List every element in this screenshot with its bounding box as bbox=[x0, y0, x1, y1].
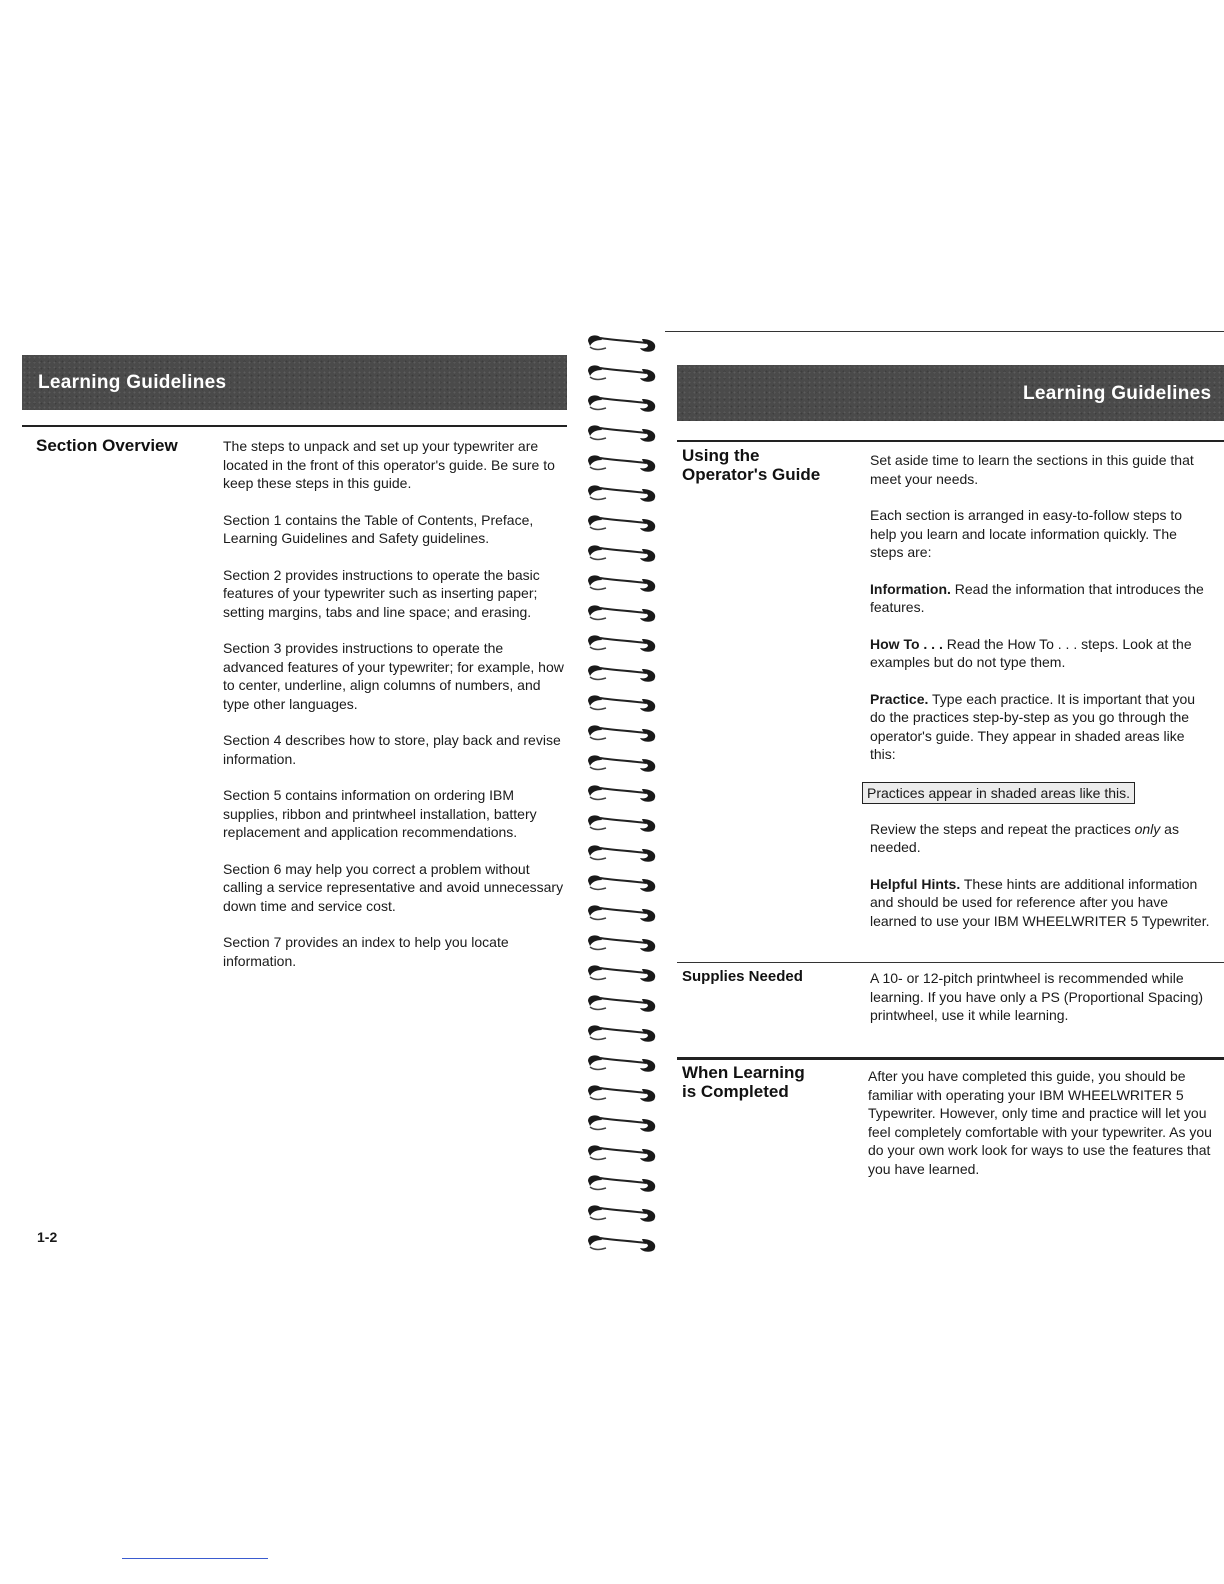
section-overview-body bbox=[223, 437, 566, 970]
footer-line bbox=[122, 1558, 268, 1559]
right-header-bar bbox=[677, 365, 1224, 421]
spiral-ring bbox=[582, 1052, 662, 1074]
spiral-ring bbox=[582, 1082, 662, 1104]
page-number: 1-2 bbox=[37, 1229, 58, 1245]
completed-body bbox=[868, 1067, 1213, 1178]
spiral-ring bbox=[582, 632, 662, 654]
spiral-ring bbox=[582, 992, 662, 1014]
spiral-ring bbox=[582, 812, 662, 834]
spiral-ring bbox=[582, 1172, 662, 1194]
paragraph: Each section is arranged in easy-to-follow steps to help you learn and locate information quickly. The steps are: bbox=[870, 507, 1183, 560]
spiral-ring bbox=[582, 932, 662, 954]
practice-example-box: Practices appear in shaded areas like this. bbox=[862, 782, 1135, 804]
spiral-ring bbox=[582, 962, 662, 984]
step-hints bbox=[870, 875, 1212, 931]
left-header-bar bbox=[22, 355, 567, 410]
spiral-ring bbox=[582, 1232, 662, 1254]
supplies-rule bbox=[677, 962, 1224, 963]
left-header-rule bbox=[22, 425, 567, 427]
spiral-ring bbox=[582, 512, 662, 534]
paragraph: Section 2 provides instructions to operate the basic features of your typewriter such as inserting paper; setting margins, tabs and line space; and erasing. bbox=[223, 566, 540, 620]
step-practice bbox=[870, 690, 1212, 764]
completed-rule bbox=[677, 1057, 1224, 1060]
step-label: Helpful Hints. bbox=[870, 875, 961, 892]
step-text: Read the How To . . . steps. Look at the examples but do not type them. bbox=[870, 635, 1192, 670]
supplies-body bbox=[870, 969, 1205, 1025]
right-header-title: Learning Guidelines bbox=[1023, 383, 1212, 404]
spiral-ring bbox=[582, 572, 662, 594]
right-header-rule bbox=[677, 440, 1224, 442]
using-guide-heading bbox=[682, 446, 820, 484]
heading-line: Operator's Guide bbox=[682, 465, 821, 484]
spiral-ring bbox=[582, 872, 662, 894]
spiral-ring bbox=[582, 1112, 662, 1134]
completed-heading bbox=[682, 1063, 805, 1101]
heading-line: When Learning bbox=[682, 1063, 805, 1082]
section-overview-heading: Section Overview bbox=[36, 436, 178, 455]
paragraph: Section 3 provides instructions to operate the advanced features of your typewriter; for example, how to center, underline, align columns of numbers, and type other languages. bbox=[223, 640, 564, 712]
paragraph: The steps to unpack and set up your typewriter are located in the front of this operator's guide. Be sure to keep these steps in this guide. bbox=[223, 438, 555, 491]
step-text: These hints are additional information and should be used for reference after you have learned to use your IBM WHEELWRITER 5 Typewriter. bbox=[870, 875, 1210, 929]
step-text: Review the steps and repeat the practices bbox=[870, 820, 1131, 837]
paragraph: Section 5 contains information on ordering IBM supplies, ribbon and printwheel installation, battery replacement and application recommendations. bbox=[223, 787, 537, 840]
spiral-ring bbox=[582, 362, 662, 384]
step-information bbox=[870, 580, 1212, 617]
paragraph: Set aside time to learn the sections in this guide that meet your needs. bbox=[870, 452, 1194, 487]
paragraph: After you have completed this guide, you should be familiar with operating your IBM WHEELWRITER 5 Typewriter. However, only time and practice will let you feel completely comfortable with your typewriter. As you do your own work look for ways to use the features that you have learned. bbox=[868, 1068, 1212, 1177]
spiral-ring bbox=[582, 332, 662, 354]
spiral-ring bbox=[582, 452, 662, 474]
spiral-ring bbox=[582, 1142, 662, 1164]
step-label: Information. bbox=[870, 580, 951, 597]
spiral-ring bbox=[582, 782, 662, 804]
spiral-ring bbox=[582, 692, 662, 714]
right-top-rule bbox=[665, 331, 1224, 332]
spiral-ring bbox=[582, 722, 662, 744]
spiral-ring bbox=[582, 392, 662, 414]
paragraph: Section 7 provides an index to help you locate information. bbox=[223, 934, 509, 969]
spiral-ring bbox=[582, 482, 662, 504]
step-label: How To . . . bbox=[870, 635, 943, 652]
emphasis: only bbox=[1134, 820, 1161, 837]
step-text: as needed. bbox=[870, 820, 1179, 855]
spiral-ring bbox=[582, 842, 662, 864]
heading-line: is Completed bbox=[682, 1082, 789, 1101]
spiral-ring bbox=[582, 1202, 662, 1224]
paragraph: Section 4 describes how to store, play back and revise information. bbox=[223, 732, 561, 767]
spiral-ring bbox=[582, 542, 662, 564]
spiral-ring bbox=[582, 662, 662, 684]
spiral-ring bbox=[582, 602, 662, 624]
step-review bbox=[870, 820, 1212, 857]
step-howto bbox=[870, 635, 1212, 672]
spiral-ring bbox=[582, 752, 662, 774]
step-text: Type each practice. It is important that you do the practices step-by-step as you go through the operator's guide. They appear in shaded areas like this: bbox=[870, 690, 1196, 762]
using-guide-body bbox=[867, 451, 1212, 930]
spiral-ring bbox=[582, 422, 662, 444]
spiral-ring bbox=[582, 902, 662, 924]
left-header-title: Learning Guidelines bbox=[38, 372, 227, 393]
supplies-heading: Supplies Needed bbox=[682, 968, 803, 985]
paragraph: Section 1 contains the Table of Contents, Preface, Learning Guidelines and Safety guidelines. bbox=[223, 511, 534, 546]
paragraph: A 10- or 12-pitch printwheel is recommended while learning. If you have only a PS (Proportional Spacing) printwheel, use it while learning. bbox=[870, 970, 1204, 1023]
heading-line: Using the bbox=[682, 446, 760, 465]
spiral-ring bbox=[582, 1022, 662, 1044]
step-text: Read the information that introduces the features. bbox=[870, 580, 1204, 615]
step-label: Practice. bbox=[870, 690, 929, 707]
paragraph: Section 6 may help you correct a problem without calling a service representative and avoid unnecessary down time and service cost. bbox=[223, 860, 564, 914]
